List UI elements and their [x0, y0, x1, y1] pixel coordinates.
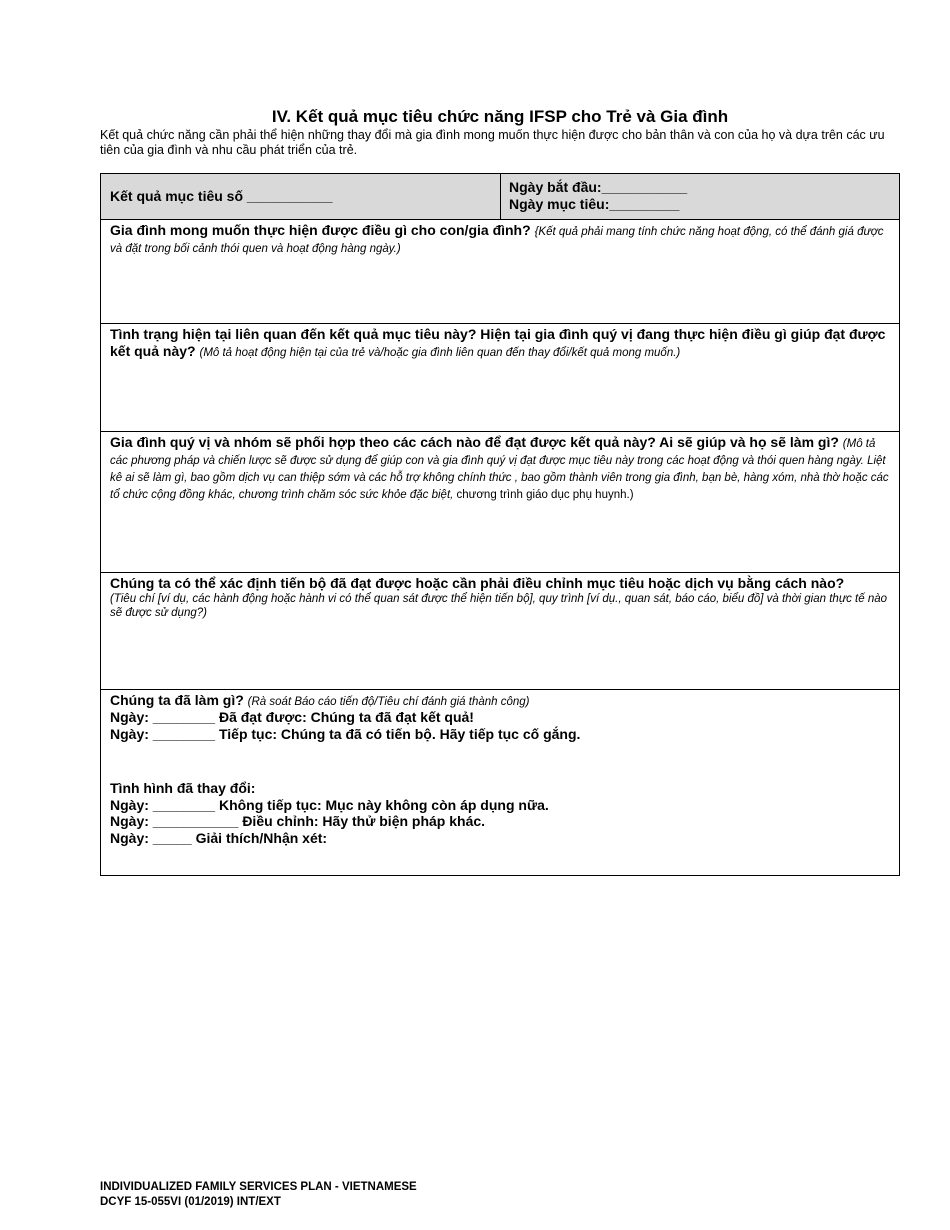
- section-current-status[interactable]: [101, 324, 899, 432]
- section-question: Chúng ta có thể xác định tiến bộ đã đạt được hoặc cần phải điều chỉnh mục tiêu hoặc dịch vụ bằng cách nào?: [110, 575, 845, 591]
- section-review[interactable]: [101, 690, 899, 875]
- target-date-field[interactable]: Ngày mục tiêu:_________: [509, 196, 680, 212]
- section-note: (Tiêu chí [ví dụ, các hành động hoặc hành vi có thể quan sát được thể hiện tiến bộ], quy trình [ví dụ., quan sát, báo cáo, biểu đồ] và thời gian thực tế nào sẽ được sử dụng?): [110, 593, 888, 619]
- section-team-strategies[interactable]: [101, 432, 899, 573]
- review-comments-line[interactable]: Ngày: _____ Giải thích/Nhận xét:: [110, 829, 328, 846]
- review-achieved-line[interactable]: Ngày: ________ Đã đạt được: Chúng ta đã đạt kết quả!: [110, 709, 474, 725]
- review-continue-line[interactable]: Ngày: ________ Tiếp tục: Chúng ta đã có tiến bộ. Hãy tiếp tục cố gắng.: [110, 725, 581, 742]
- section-question: Gia đình quý vị và nhóm sẽ phối hợp theo các cách nào để đạt được kết quả này? Ai sẽ giúp và họ sẽ làm gì?: [110, 434, 839, 450]
- section-question: Tình trạng hiện tại liên quan đến kết quả mục tiêu này? Hiện tại gia đình quý vị đang thực hiện điều gì giúp đạt được kết quả này?: [110, 326, 886, 359]
- outcome-number-field[interactable]: Kết quả mục tiêu số ___________: [101, 174, 501, 219]
- form-footer: [100, 1180, 417, 1209]
- footer-form-name: INDIVIDUALIZED FAMILY SERVICES PLAN - VIETNAMESE: [100, 1181, 417, 1193]
- changed-heading: Tình hình đã thay đổi:: [110, 780, 256, 796]
- spacer: [110, 742, 891, 780]
- outcome-form: [100, 173, 900, 876]
- section-note: {Kết quả phải mang tính chức năng hoạt động, có thể đánh giá được và đặt trong bối cảnh thói quen và hoạt động hàng ngày.): [110, 226, 884, 255]
- section-progress-measure[interactable]: [101, 573, 899, 690]
- section-note-tail: chương trình giáo dục phụ huynh.): [453, 489, 634, 501]
- section-question: Gia đình mong muốn thực hiện được điều gì cho con/gia đình?: [110, 222, 531, 238]
- review-discontinue-line[interactable]: Ngày: ________ Không tiếp tục: Mục này không còn áp dụng nữa.: [110, 796, 549, 813]
- date-fields: [501, 174, 899, 219]
- form-header-row: [101, 174, 899, 220]
- intro-text: Kết quả chức năng cần phải thể hiện những thay đổi mà gia đình mong muốn thực hiện được cho bản thân và con của họ và dựa trên các ưu tiên của gia đình và nhu cầu phát triển của trẻ.: [100, 128, 885, 157]
- review-modify-line[interactable]: Ngày: ___________ Điều chỉnh: Hãy thử biện pháp khác.: [110, 813, 486, 829]
- start-date-field[interactable]: Ngày bắt đầu:___________: [509, 179, 688, 195]
- review-note: (Rà soát Báo cáo tiến độ/Tiêu chí đánh giá thành công): [247, 696, 530, 708]
- section-note: (Mô tả hoạt động hiện tại của trẻ và/hoặc gia đình liên quan đến thay đổi/kết quả mong muốn.): [199, 347, 681, 359]
- review-question: Chúng ta đã làm gì?: [110, 692, 244, 708]
- page-title: IV. Kết quả mục tiêu chức năng IFSP cho Trẻ và Gia đình: [271, 107, 729, 126]
- section-note: (Mô tả các phương pháp và chiến lược sẽ được sử dụng để giúp con và gia đình quý vị đạt được mục tiêu này trong các hoạt động và thói quen hàng ngày. Liệt kê ai sẽ làm gì, bao gồm dịch vụ can thiệp sớm và các hỗ trợ không chính thức , bao gồm thành viên trong gia đình, bạn bè, hàng xóm, nhà thờ hoặc các tổ chức cộng đồng khác, chương trình chăm sóc sức khỏe đặc biệt,: [110, 438, 889, 501]
- footer-form-code: DCYF 15-055VI (01/2019) INT/EXT: [100, 1195, 281, 1208]
- section-family-goal[interactable]: [101, 220, 899, 324]
